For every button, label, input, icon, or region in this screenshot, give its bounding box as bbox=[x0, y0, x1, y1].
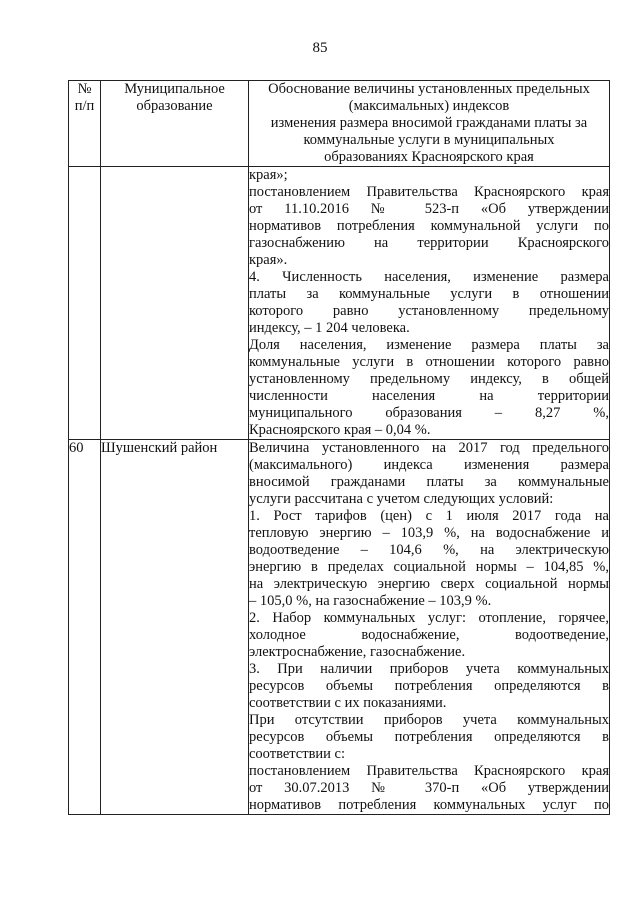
header-number-line: № bbox=[77, 81, 92, 97]
table-row bbox=[69, 167, 610, 440]
text-line: нормативов потребления коммунальной услуги по bbox=[249, 218, 609, 234]
row-basis-text bbox=[249, 440, 610, 815]
text-line: (максимального) индекса изменения размера bbox=[249, 457, 609, 473]
header-basis-line: коммунальные услуги в муниципальных bbox=[303, 132, 555, 148]
header-municipality-line: Муниципальное bbox=[124, 81, 225, 97]
text-line: нормативов потребления коммунальных услуг по bbox=[249, 797, 609, 813]
text-line: постановлением Правительства Красноярского края bbox=[249, 763, 609, 779]
header-basis-line: изменения размера вносимой гражданами платы за bbox=[270, 115, 588, 131]
text-line: края». bbox=[249, 252, 288, 268]
text-line: При отсутствии приборов учета коммунальных bbox=[249, 712, 609, 728]
text-line: ресурсов объемы потребления определяются в bbox=[249, 678, 609, 694]
text-line: газоснабжению на территории Красноярского bbox=[249, 235, 609, 251]
header-basis-line: образованиях Красноярского края bbox=[324, 149, 534, 165]
table-row bbox=[69, 440, 610, 815]
text-line: 1. Рост тарифов (цен) с 1 июля 2017 года на bbox=[249, 508, 609, 524]
header-basis bbox=[249, 81, 610, 167]
text-line: электроснабжение, газоснабжение. bbox=[249, 644, 466, 660]
page-number: 85 bbox=[312, 40, 328, 56]
text-line: численности населения на территории bbox=[249, 388, 609, 404]
text-line: муниципального образования – 8,27 %, bbox=[249, 405, 609, 421]
text-line: водоотведение – 104,6 %, на электрическую bbox=[249, 542, 609, 558]
text-line: Величина установленного на 2017 год предельного bbox=[249, 440, 609, 456]
row-basis-text bbox=[249, 167, 610, 440]
text-line: коммунальные услуги в отношении которого равно bbox=[249, 354, 609, 370]
text-line: 4. Численность населения, изменение размера bbox=[249, 269, 609, 285]
header-basis-line: (максимальных) индексов bbox=[348, 98, 510, 114]
text-line: на электрическую энергию сверх социальной нормы bbox=[249, 576, 609, 592]
row-number bbox=[69, 167, 101, 440]
header-municipality bbox=[101, 81, 249, 167]
text-line: энергию в пределах социальной нормы – 104,85 %, bbox=[249, 559, 609, 575]
text-line: которого равно установленному предельному bbox=[249, 303, 609, 319]
text-line: Доля населения, изменение размера платы за bbox=[249, 337, 609, 353]
text-line: края»; bbox=[249, 167, 288, 183]
row-number: 60 bbox=[69, 440, 101, 815]
text-line: установленному предельному индексу, в общей bbox=[249, 371, 609, 387]
text-line: – 105,0 %, на газоснабжение – 103,9 %. bbox=[249, 593, 492, 609]
row-municipality bbox=[101, 167, 249, 440]
text-line: от 11.10.2016 № 523-п «Об утверждении bbox=[249, 201, 609, 217]
text-line: постановлением Правительства Красноярского края bbox=[249, 184, 609, 200]
text-line: 3. При наличии приборов учета коммунальных bbox=[249, 661, 609, 677]
text-line: услуги рассчитана с учетом следующих условий: bbox=[249, 491, 554, 507]
row-municipality: Шушенский район bbox=[101, 440, 249, 815]
text-line: ресурсов объемы потребления определяются в bbox=[249, 729, 609, 745]
text-line: от 30.07.2013 № 370-п «Об утверждении bbox=[249, 780, 609, 796]
header-number-line: п/п bbox=[74, 98, 95, 114]
header-number bbox=[69, 81, 101, 167]
text-line: 2. Набор коммунальных услуг: отопление, горячее, bbox=[249, 610, 609, 626]
indices-table bbox=[68, 80, 610, 815]
table-header-row bbox=[69, 81, 610, 167]
text-line: холодное водоснабжение, водоотведение, bbox=[249, 627, 609, 643]
header-municipality-line: образование bbox=[136, 98, 213, 114]
header-basis-line: Обоснование величины установленных предельных bbox=[268, 81, 590, 97]
text-line: соответствии с их показаниями. bbox=[249, 695, 447, 711]
text-line: индексу, – 1 204 человека. bbox=[249, 320, 410, 336]
text-line: соответствии с: bbox=[249, 746, 346, 762]
text-line: Красноярского края – 0,04 %. bbox=[249, 422, 431, 438]
text-line: вносимой гражданами платы за коммунальные bbox=[249, 474, 609, 490]
text-line: платы за коммунальные услуги в отношении bbox=[249, 286, 609, 302]
text-line: тепловую энергию – 103,9 %, на водоснабжение и bbox=[249, 525, 609, 541]
